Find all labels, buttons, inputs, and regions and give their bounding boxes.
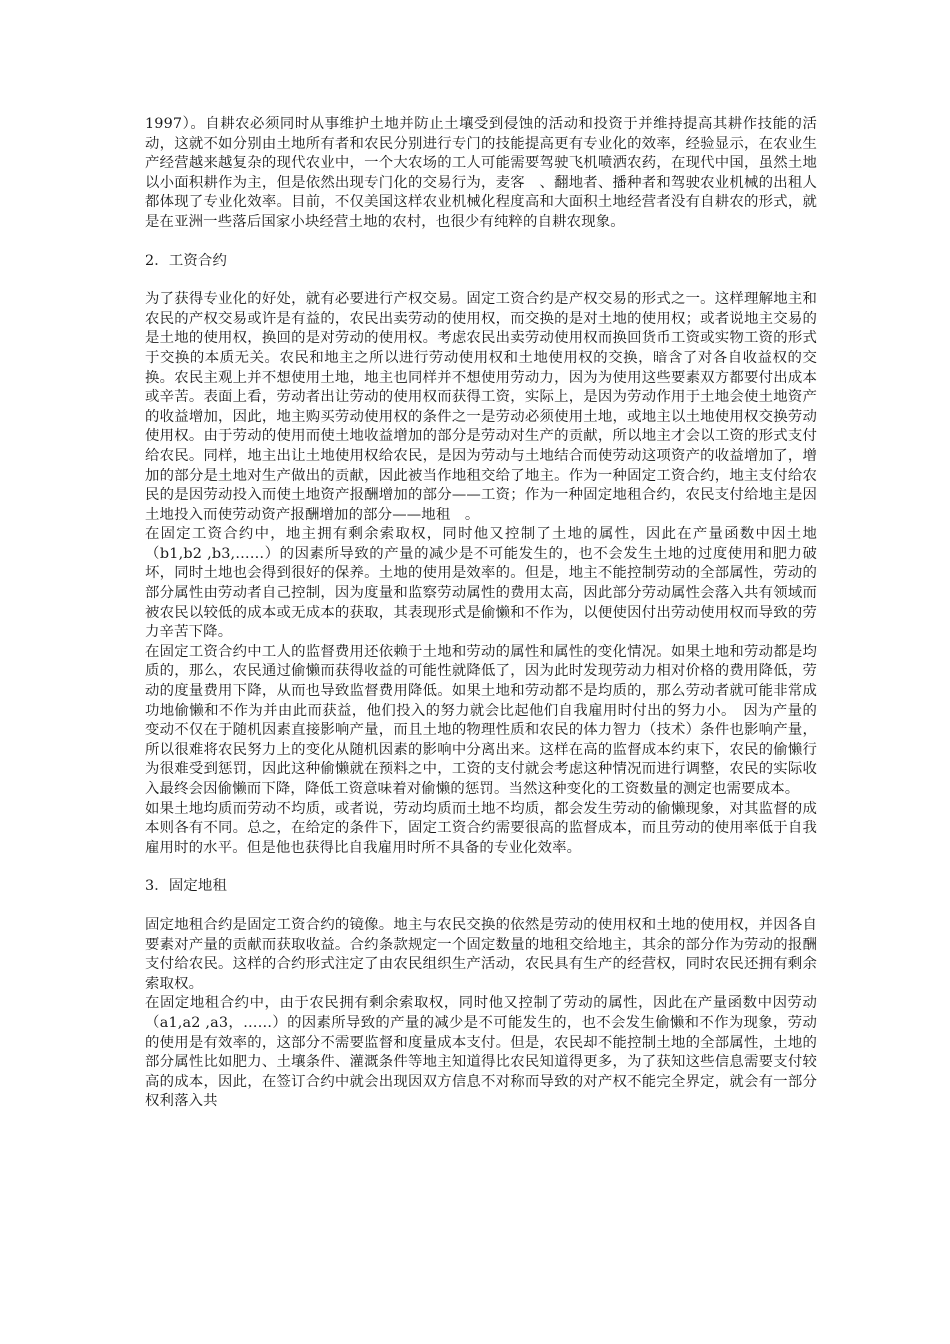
rent-paragraph-1: 固定地租合约是固定工资合约的镜像。地主与农民交换的依然是劳动的使用权和土地的使用权，并因各自要素对产量的贡献而获取收益。合约条款规定一个固定数量的地租交给地主，其余的部分作为劳动的报酬支付给农民。这样的合约形式注定了由农民组织生产活动，农民具有生产的经营权，同时农民还拥有剩余索取权。 bbox=[145, 916, 817, 992]
spacer bbox=[145, 858, 817, 877]
wage-paragraph-2: 在固定工资合约中，地主拥有剩余索取权，同时他又控制了土地的属性，因此在产量函数中因土地（b1,b2 ,b3,……）的因素所导致的产量的减少是不可能发生的，也不会发生土地的过度使用和肥力破坏，同时土地也会得到很好的保养。土地的使用是效率的。但是，地主不能控制劳动的全部属性，劳动的部分属性由劳动者自己控制，因为度量和监察劳动属性的费用太高，因此部分劳动属性会落入共有领域而被农民以较低的成本或无成本的获取，其表现形式是偷懒和不作为，以便使因付出劳动使用权而导致的劳力辛苦下降。 bbox=[145, 526, 817, 641]
section-heading-fixed-rent: 3．固定地租 bbox=[145, 878, 228, 895]
section-heading-wage-contract: 2．工资合约 bbox=[145, 252, 228, 269]
wage-paragraph-3: 在固定工资合约中工人的监督费用还依赖于土地和劳动的属性和属性的变化情况。如果土地和劳动都是均质的，那么，农民通过偷懒而获得收益的可能性就降低了，因为此时发现劳动力相对价格的费用降低，劳动的度量费用下降，从而也导致监督费用降低。如果土地和劳动都不是均质的，那么劳动者就可能非常成功地偷懒和不作为并由此而获益，他们投入的努力就会比起他们自我雇用时付出的努力小。 因为产量的变动不仅在于随机因素直接影响产量，而且土地的物理性质和农民的体力智力（技术）条件也影响产量，所以很难将农民努力上的变化从随机因素的影响中分离出来。这样在高的监督成本约束下，农民的偷懒行为很难受到惩罚，因此这种偷懒就在预料之中，工资的支付就会考虑这种情况而进行调整，农民的实际收入最终会因偷懒而下降，降低工资意味着对偷懒的惩罚。当然这种变化的工资数量的测定也需要成本。 bbox=[145, 643, 817, 797]
rent-paragraph-2: 在固定地租合约中，由于农民拥有剩余索取权，同时他又控制了劳动的属性，因此在产量函数中因劳动（a1,a2 ,a3，……）的因素所导致的产量的减少是不可能发生的，也不会发生偷懒和不作为现象，劳动的使用是有效率的，这部分不需要监督和度量成本支付。但是，农民却不能控制土地的全部属性，土地的部分属性比如肥力、土壤条件、灌溉条件等地主知道得比农民知道得更多，为了获知这些信息需要支付较高的成本，因此，在签订合约中就会出现因双方信息不对称而导致的对产权不能完全界定，就会有一部分权利落入共 bbox=[145, 995, 817, 1110]
wage-paragraph-1: 为了获得专业化的好处，就有必要进行产权交易。固定工资合约是产权交易的形式之一。这样理解地主和农民的产权交易或许是有益的，农民出卖劳动的使用权，而交换的是对土地的使用权；或者说地主交易的是土地的使用权，换回的是对劳动的使用权。考虑农民出卖劳动使用权而换回货币工资或实物工资的形式于交换的本质无关。农民和地主之所以进行劳动使用权和土地使用权的交换，暗含了对各自收益权的交换。农民主观上并不想使用土地，地主也同样并不想使用劳动力，因为为使用这些要素双方都要付出成本或辛苦。表面上看，劳动者出让劳动的使用权而获得工资，实际上，是因为劳动作用于土地会使土地资产的收益增加，因此，地主购买劳动使用权的条件之一是劳动必须使用土地，或地主以土地使用权交换劳动使用权。由于劳动的使用而使土地收益增加的部分是劳动对生产的贡献，所以地主才会以工资的形式支付给农民。同样，地主出让土地使用权给农民，是因为劳动与土地结合而使劳动这项资产的收益增加了，增加的部分是土地对生产做出的贡献，因此被当作地租交给了地主。作为一种固定工资合约，地主支付给农民的是因劳动投入而使土地资产报酬增加的部分——工资；作为一种固定地租合约，农民支付给地主是因土地投入而使劳动资产报酬增加的部分——地租 。 bbox=[145, 291, 817, 523]
wage-paragraph-4: 如果土地均质而劳动不均质，或者说，劳动均质而土地不均质，都会发生劳动的偷懒现象，对其监督的成本则各有不同。总之，在给定的条件下，固定工资合约需要很高的监督成本，而且劳动的使用率低于自我雇用时的水平。但是他也获得比自我雇用时所不具备的专业化效率。 bbox=[145, 800, 817, 856]
spacer bbox=[145, 897, 817, 916]
spacer bbox=[145, 271, 817, 290]
spacer bbox=[145, 233, 817, 252]
intro-paragraph: 1997）。自耕农必须同时从事维护土地并防止土壤受到侵蚀的活动和投资于并维持提高其耕作技能的活动，这就不如分别由土地所有者和农民分别进行专门的技能提高更有专业化的效率，经验显示，在农业生产经营越来越复杂的现代农业中，一个大农场的工人可能需要驾驶飞机喷洒农药，在现代中国，虽然土地以小面积耕作为主，但是依然出现专门化的交易行为，麦客 、翻地者、播种者和驾驶农业机械的出租人都体现了专业化效率。目前，不仅美国这样农业机械化程度高和大面积土地经营者没有自耕农的形式，就是在亚洲一些落后国家小块经营土地的农村，也很少有纯粹的自耕农现象。 bbox=[145, 116, 817, 230]
document-page bbox=[145, 115, 817, 1112]
